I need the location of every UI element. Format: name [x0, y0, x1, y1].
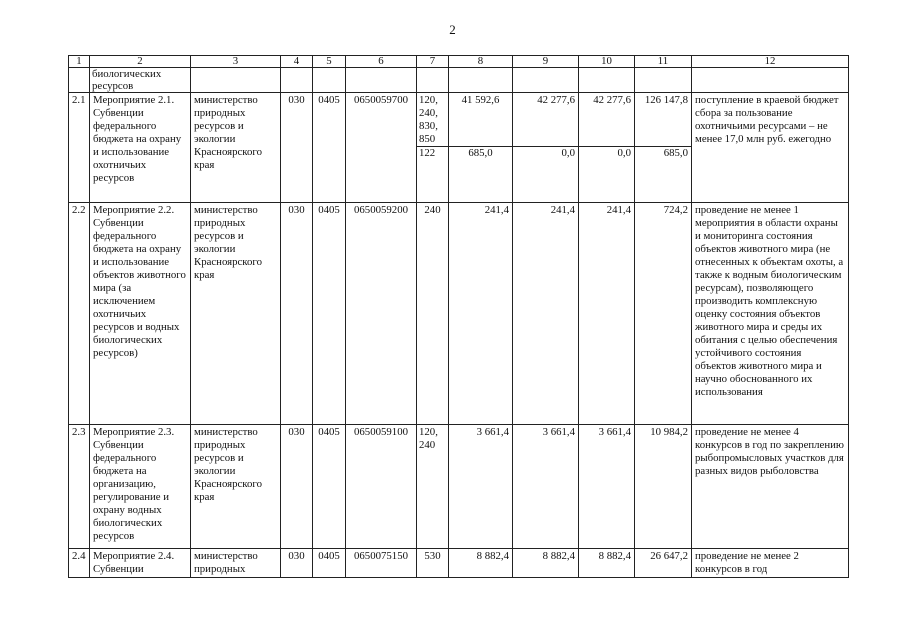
- grbs-code: 030: [281, 549, 313, 578]
- expected-result: проведение не менее 2 конкурсов в год: [692, 549, 849, 578]
- value-total-b: 685,0: [663, 147, 688, 159]
- value-total: 724,2: [635, 203, 692, 425]
- responsible-org: министерство природных: [191, 549, 281, 578]
- rzpr-code: 0405: [313, 93, 346, 203]
- header-cell: 7: [417, 56, 449, 68]
- value-year-2: 3 661,4: [513, 425, 579, 549]
- vr-code-2: 122: [419, 147, 436, 159]
- value-total: 26 647,2: [635, 549, 692, 578]
- csr-code: 0650075150: [346, 549, 417, 578]
- value-year-3: 42 277,6: [593, 94, 631, 106]
- value-year-2: 42 277,6: [537, 94, 575, 106]
- value-total: 10 984,2: [635, 425, 692, 549]
- value-year-3: 241,4: [579, 203, 635, 425]
- row-number: 2.1: [69, 93, 90, 203]
- header-cell: 5: [313, 56, 346, 68]
- csr-code: 0650059100: [346, 425, 417, 549]
- measure-name: Мероприятие 2.3. Субвенции федерального бюджета на организацию, регулирование и охрану водных биологических ресурсов: [90, 425, 191, 549]
- value-year-1: 241,4: [449, 203, 513, 425]
- header-cell: 12: [692, 56, 849, 68]
- measure-name: Мероприятие 2.2. Субвенции федерального бюджета на охрану и использование объектов животного мира (за исключением охотничьих ресурсов и водных биологических ресурсов): [90, 203, 191, 425]
- vr-code: 120, 240, 830, 850: [419, 94, 438, 145]
- expected-result: поступление в краевой бюджет сбора за пользование охотничьими ресурсами – не менее 17,0 млн руб. ежегодно: [692, 93, 849, 203]
- page-number: 2: [449, 22, 456, 37]
- grbs-code: 030: [281, 425, 313, 549]
- rzpr-code: 0405: [313, 425, 346, 549]
- continuation-row: [69, 68, 849, 93]
- header-cell: 3: [191, 56, 281, 68]
- value-year-3: 3 661,4: [579, 425, 635, 549]
- value-year-3-b: 0,0: [617, 147, 631, 159]
- rzpr-code: 0405: [313, 549, 346, 578]
- program-measures-table: [68, 55, 849, 578]
- expected-result: проведение не менее 4 конкурсов в год по закреплению рыбопромысловых участков для разных видов рыболовства: [692, 425, 849, 549]
- value-year-1-b: 685,0: [468, 147, 493, 159]
- value-year-1: 8 882,4: [449, 549, 513, 578]
- value-year-2-b: 0,0: [561, 147, 575, 159]
- value-year-2: 8 882,4: [513, 549, 579, 578]
- table-row: [69, 425, 849, 549]
- header-cell: 8: [449, 56, 513, 68]
- value-year-3: 8 882,4: [579, 549, 635, 578]
- csr-code: 0650059700: [346, 93, 417, 203]
- rzpr-code: 0405: [313, 203, 346, 425]
- value-year-1: 41 592,6: [461, 94, 500, 106]
- value-year-1: 3 661,4: [449, 425, 513, 549]
- header-cell: 6: [346, 56, 417, 68]
- grbs-code: 030: [281, 203, 313, 425]
- measure-name: Мероприятие 2.1. Субвенции федерального бюджета на охрану и использование охотничьих ресурсов: [90, 93, 191, 203]
- row-number: 2.3: [69, 425, 90, 549]
- measure-name: Мероприятие 2.4. Субвенции: [90, 549, 191, 578]
- row-number: 2.4: [69, 549, 90, 578]
- responsible-org: министерство природных ресурсов и экологии Красноярского края: [191, 425, 281, 549]
- table-row: [69, 549, 849, 578]
- value-total: 126 147,8: [644, 94, 688, 106]
- csr-code: 0650059200: [346, 203, 417, 425]
- responsible-org: министерство природных ресурсов и экологии Красноярского края: [191, 203, 281, 425]
- column-number-row: [69, 56, 849, 68]
- row-number: 2.2: [69, 203, 90, 425]
- vr-code: 530: [417, 549, 449, 578]
- value-year-2: 241,4: [513, 203, 579, 425]
- expected-result: проведение не менее 1 мероприятия в области охраны и мониторинга состояния объектов животного мира (не отнесенных к объектам охоты, а также к водным биологическим ресурсам), позволяющего производить комплексную оценку состояния объектов животного мира и среды их обитания с целью обеспечения устойчивого состояния объектов животного мира и научно обоснованного их использования: [692, 203, 849, 425]
- header-cell: 1: [69, 56, 90, 68]
- table-row: [69, 93, 849, 203]
- vr-code: 120, 240: [417, 425, 449, 549]
- header-cell: 9: [513, 56, 579, 68]
- header-cell: 11: [635, 56, 692, 68]
- header-cell: 2: [90, 56, 191, 68]
- grbs-code: 030: [281, 93, 313, 203]
- continued-text: биологических ресурсов: [90, 68, 191, 93]
- responsible-org: министерство природных ресурсов и экологии Красноярского края: [191, 93, 281, 203]
- header-cell: 4: [281, 56, 313, 68]
- header-cell: 10: [579, 56, 635, 68]
- table-row: [69, 203, 849, 425]
- vr-code: 240: [417, 203, 449, 425]
